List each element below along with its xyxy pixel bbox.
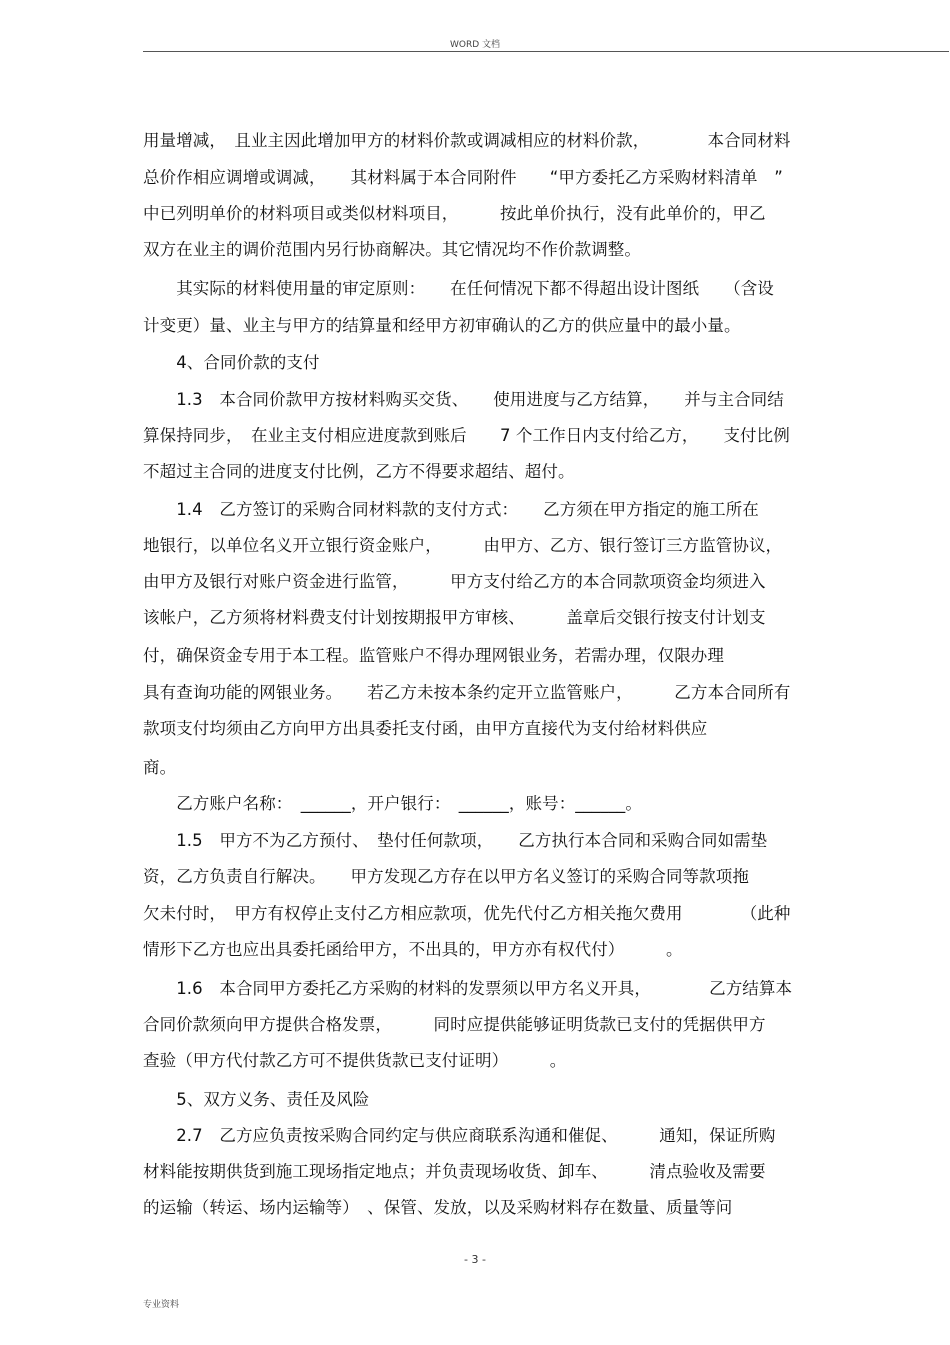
text-line: 中已列明单价的材料项目或类似材料项目， 按此单价执行，没有此单价的，甲乙 [143,204,766,223]
text-line: 1.3 本合同价款甲方按材料购买交货、 使用进度与乙方结算， 并与主合同结 [143,390,784,409]
text-line: 合同价款须向甲方提供合格发票， 同时应提供能够证明货款已支付的凭据供甲方 [143,1015,766,1034]
section-heading: 4、合同价款的支付 [143,353,320,372]
text-line: 欠未付时， 甲方有权停止支付乙方相应款项，优先代付乙方相关拖欠费用 （此种 [143,904,791,923]
footer-label: 专业资料 [143,1300,180,1310]
text-line: 计变更）量、业主与甲方的结算量和经甲方初审确认的乙方的供应量中的最小量。 [143,316,741,335]
account-info-line: 乙方账户名称： ______，开户银行： ______，账号：______。 [143,794,642,813]
text-line: 情形下乙方也应出具委托函给甲方，不出具的，甲方亦有权代付） 。 [143,940,683,959]
text-line: 总价作相应调增或调减， 其材料属于本合同附件 “甲方委托乙方采购材料清单 ” [143,168,783,187]
section-heading: 5、双方义务、责任及风险 [143,1090,370,1109]
text-line: 材料能按期供货到施工现场指定地点；并负责现场收货、卸车、 清点验收及需要 [143,1162,766,1181]
page-header-text: WORD 文档 [449,40,501,50]
text-line: 资，乙方负责自行解决。 甲方发现乙方存在以甲方名义签订的采购合同等款项拖 [143,867,749,886]
text-line: 该帐户，乙方须将材料费支付计划按期报甲方审核、 盖章后交银行按支付计划支 [143,608,766,627]
text-line: 1.6 本合同甲方委托乙方采购的材料的发票须以甲方名义开具， 乙方结算本 [143,979,793,998]
text-line: 其实际的材料使用量的审定原则： 在任何情况下都不得超出设计图纸 （含设 [143,279,774,298]
text-line: 由甲方及银行对账户资金进行监管， 甲方支付给乙方的本合同款项资金均须进入 [143,572,766,591]
text-line: 算保持同步， 在业主支付相应进度款到账后 7 个工作日内支付给乙方， 支付比例 [143,426,790,445]
text-line: 1.4 乙方签订的采购合同材料款的支付方式： 乙方须在甲方指定的施工所在 [143,500,759,519]
text-line: 不超过主合同的进度支付比例，乙方不得要求超结、超付。 [143,462,575,481]
text-line: 地银行，以单位名义开立银行资金账户， 由甲方、乙方、银行签订三方监管协议， [143,536,783,555]
text-line: 具有查询功能的网银业务。 若乙方未按本条约定开立监管账户， 乙方本合同所有 [143,683,791,702]
text-line: 用量增减， 且业主因此增加甲方的材料价款或调减相应的材料价款， 本合同材料 [143,131,791,150]
text-line: 2.7 乙方应负责按采购合同约定与供应商联系沟通和催促、 通知，保证所购 [143,1126,776,1145]
text-line: 1.5 甲方不为乙方预付、 垫付任何款项， 乙方执行本合同和采购合同如需垫 [143,831,768,850]
text-line: 双方在业主的调价范围内另行协商解决。其它情况均不作价款调整。 [143,240,641,259]
text-line: 付，确保资金专用于本工程。监管账户不得办理网银业务，若需办理，仅限办理 [143,646,724,665]
text-line: 商。 [143,758,177,777]
text-line: 的运输（转运、场内运输等） 、保管、发放，以及采购材料存在数量、质量等问 [143,1198,733,1217]
text-line: 查验（甲方代付款乙方可不提供货款已支付证明） 。 [143,1051,567,1070]
text-line: 款项支付均须由乙方向甲方出具委托支付函，由甲方直接代为支付给材料供应 [143,719,708,738]
page-number: - 3 - [464,1253,486,1266]
